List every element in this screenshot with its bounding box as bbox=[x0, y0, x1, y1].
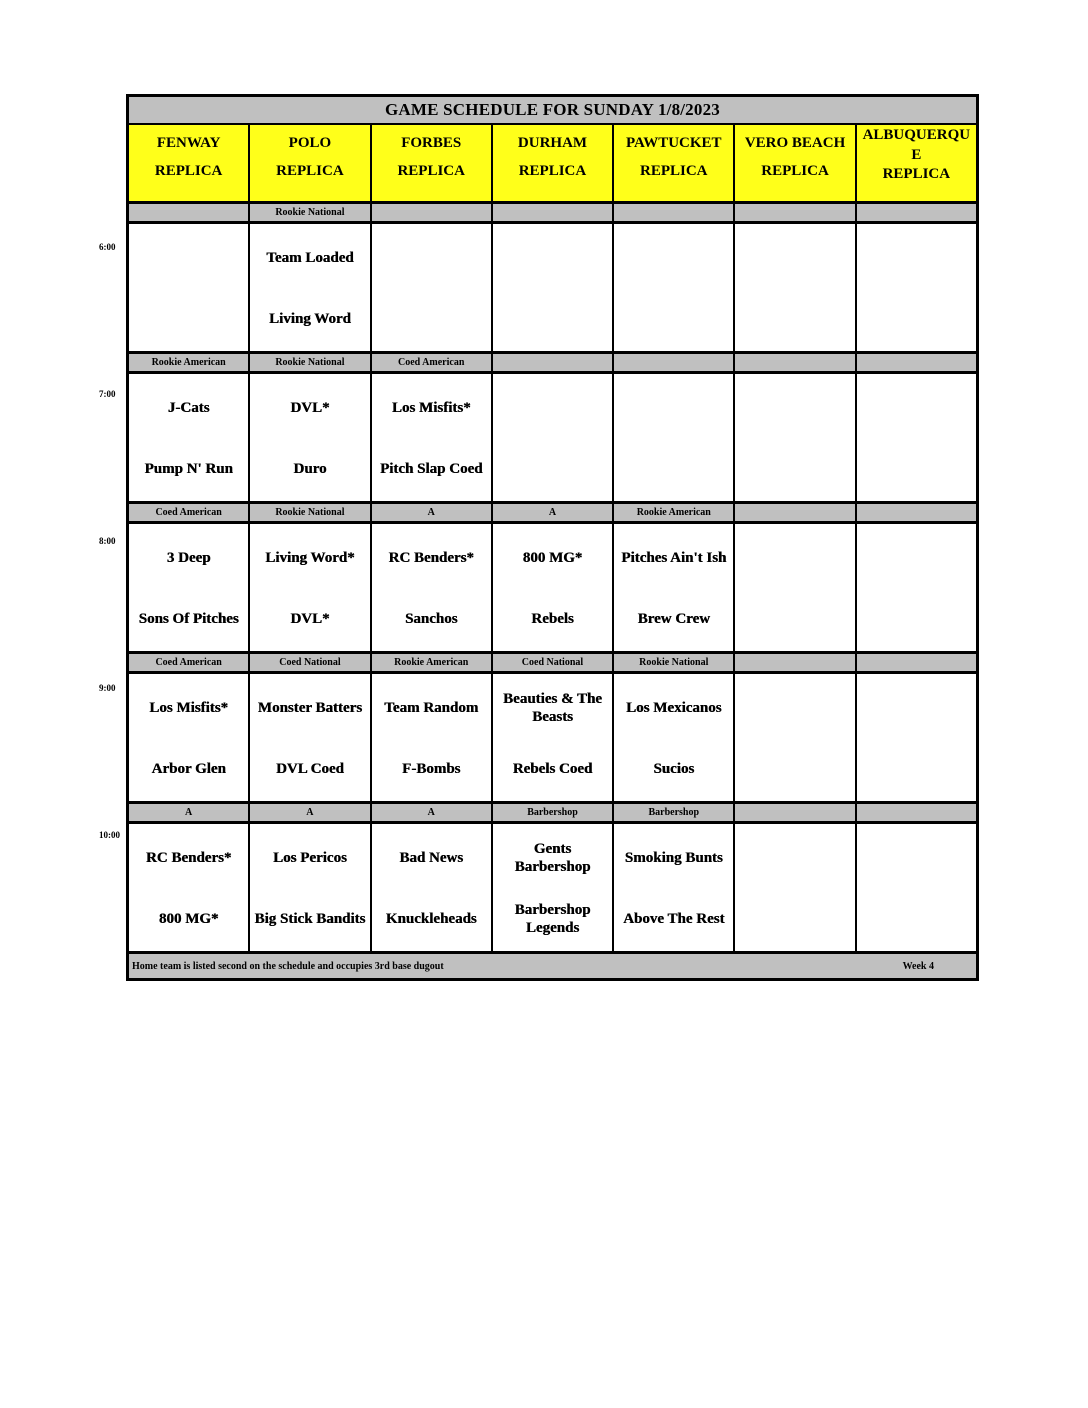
away-team bbox=[614, 374, 733, 439]
home-team: 800 MG* bbox=[158, 910, 219, 927]
game-cell bbox=[250, 824, 371, 951]
home-team: DVL Coed bbox=[275, 760, 344, 777]
away-team bbox=[735, 374, 854, 439]
game-cell bbox=[372, 824, 493, 951]
time-label: 8:00 bbox=[99, 536, 116, 546]
away-team bbox=[857, 524, 976, 589]
field-header bbox=[250, 125, 371, 201]
home-team bbox=[614, 289, 733, 352]
field-header bbox=[129, 125, 250, 201]
game-row bbox=[129, 374, 976, 504]
home-team bbox=[857, 439, 976, 502]
away-team: RC Benders* bbox=[388, 550, 474, 567]
away-team: Team Loaded bbox=[266, 250, 354, 267]
away-team: Los Mexicanos bbox=[626, 700, 722, 717]
away-team bbox=[735, 524, 854, 589]
schedule-table bbox=[126, 94, 979, 981]
division-label: Coed American bbox=[372, 354, 493, 371]
field-name: VERO BEACH bbox=[744, 135, 846, 151]
game-cell bbox=[129, 374, 250, 501]
away-team: Beauties & The Beasts bbox=[503, 691, 602, 726]
division-label: Rookie American bbox=[129, 354, 250, 371]
field-type: REPLICA bbox=[640, 163, 708, 179]
field-name: ALBUQUERQUE bbox=[862, 127, 971, 163]
division-label: A bbox=[250, 804, 371, 821]
home-team bbox=[493, 289, 612, 352]
field-header bbox=[372, 125, 493, 201]
division-label bbox=[735, 654, 856, 671]
game-cell bbox=[129, 224, 250, 351]
division-label bbox=[857, 804, 976, 821]
home-team: Sucios bbox=[653, 760, 695, 777]
time-label: 10:00 bbox=[99, 830, 120, 840]
field-header-row bbox=[129, 125, 976, 204]
division-label: Barbershop bbox=[614, 804, 735, 821]
field-type: REPLICA bbox=[518, 163, 587, 179]
division-label: A bbox=[493, 504, 614, 521]
division-label: A bbox=[372, 804, 493, 821]
game-row bbox=[129, 524, 976, 654]
game-cell bbox=[250, 224, 371, 351]
game-cell bbox=[857, 674, 976, 801]
home-team bbox=[372, 289, 491, 352]
field-name: PAWTUCKET bbox=[625, 135, 722, 151]
away-team bbox=[735, 674, 854, 739]
time-label: 6:00 bbox=[99, 242, 116, 252]
division-label: Rookie National bbox=[250, 354, 371, 371]
game-cell bbox=[857, 374, 976, 501]
game-cell bbox=[857, 224, 976, 351]
division-label bbox=[614, 354, 735, 371]
home-team: Big Stick Bandits bbox=[254, 910, 366, 927]
away-team: J-Cats bbox=[167, 400, 210, 417]
game-cell bbox=[857, 524, 976, 651]
footer-note: Home team is listed second on the schedule and occupies 3rd base dugout bbox=[132, 960, 444, 972]
field-header bbox=[857, 125, 976, 201]
home-team: Brew Crew bbox=[637, 610, 710, 627]
field-name: FORBES bbox=[401, 135, 462, 151]
away-team: Smoking Bunts bbox=[624, 850, 723, 867]
home-team: Pump N' Run bbox=[144, 460, 233, 477]
game-cell bbox=[493, 224, 614, 351]
game-cell bbox=[129, 674, 250, 801]
division-label bbox=[493, 204, 614, 221]
game-cell bbox=[735, 224, 856, 351]
home-team bbox=[735, 889, 854, 952]
away-team: Team Random bbox=[384, 700, 479, 717]
game-cell bbox=[250, 524, 371, 651]
away-team bbox=[735, 824, 854, 889]
game-cell bbox=[493, 824, 614, 951]
home-team bbox=[857, 889, 976, 952]
game-cell bbox=[735, 524, 856, 651]
away-team: Pitches Ain't Ish bbox=[621, 550, 727, 567]
schedule-title: GAME SCHEDULE FOR SUNDAY 1/8/2023 bbox=[129, 97, 976, 125]
field-name: DURHAM bbox=[517, 135, 588, 151]
time-label: 7:00 bbox=[99, 389, 116, 399]
division-label: Barbershop bbox=[493, 804, 614, 821]
game-cell bbox=[493, 524, 614, 651]
game-cell bbox=[493, 674, 614, 801]
division-label: Rookie National bbox=[250, 504, 371, 521]
game-cell bbox=[614, 824, 735, 951]
field-type: REPLICA bbox=[882, 166, 951, 182]
division-label bbox=[857, 204, 976, 221]
away-team: Los Misfits* bbox=[149, 700, 229, 717]
division-label bbox=[735, 204, 856, 221]
field-type: REPLICA bbox=[276, 163, 344, 179]
game-cell bbox=[614, 524, 735, 651]
field-type: REPLICA bbox=[761, 163, 829, 179]
home-team: F-Bombs bbox=[402, 760, 461, 777]
home-team: Arbor Glen bbox=[151, 760, 226, 777]
home-team: DVL* bbox=[290, 610, 330, 627]
home-team: Sons Of Pitches bbox=[138, 610, 239, 627]
division-label: Rookie National bbox=[250, 204, 371, 221]
game-cell bbox=[735, 374, 856, 501]
home-team: Above The Rest bbox=[623, 910, 725, 927]
game-cell bbox=[493, 374, 614, 501]
game-cell bbox=[614, 224, 735, 351]
home-team: Pitch Slap Coed bbox=[379, 460, 483, 477]
home-team: Sanchos bbox=[404, 610, 458, 627]
division-label bbox=[857, 354, 976, 371]
field-type: REPLICA bbox=[154, 163, 223, 179]
division-label bbox=[735, 804, 856, 821]
game-cell bbox=[129, 824, 250, 951]
time-label: 9:00 bbox=[99, 683, 116, 693]
away-team: 3 Deep bbox=[166, 550, 211, 567]
home-team: Rebels Coed bbox=[512, 760, 593, 777]
division-label: Rookie American bbox=[614, 504, 735, 521]
division-label: Coed National bbox=[250, 654, 371, 671]
division-label bbox=[493, 354, 614, 371]
home-team bbox=[735, 439, 854, 502]
game-cell bbox=[372, 674, 493, 801]
away-team: 800 MG* bbox=[522, 550, 583, 567]
week-label: Week 4 bbox=[902, 960, 934, 972]
division-label bbox=[614, 204, 735, 221]
division-label: Rookie American bbox=[372, 654, 493, 671]
away-team bbox=[735, 224, 854, 289]
game-row bbox=[129, 224, 976, 354]
division-label: A bbox=[372, 504, 493, 521]
division-label: Coed National bbox=[493, 654, 614, 671]
home-team: Knuckleheads bbox=[385, 910, 477, 927]
game-cell bbox=[250, 674, 371, 801]
division-label: Rookie National bbox=[614, 654, 735, 671]
away-team: Monster Batters bbox=[257, 700, 363, 717]
field-header bbox=[614, 125, 735, 201]
home-team: Rebels bbox=[531, 610, 574, 627]
home-team bbox=[735, 289, 854, 352]
away-team bbox=[493, 374, 612, 439]
field-name: FENWAY bbox=[156, 135, 221, 151]
away-team bbox=[493, 224, 612, 289]
away-team: Gents Barbershop bbox=[514, 841, 591, 876]
game-cell bbox=[372, 374, 493, 501]
away-team: Los Misfits* bbox=[391, 400, 471, 417]
away-team bbox=[857, 674, 976, 739]
away-team: Living Word* bbox=[265, 550, 355, 567]
away-team bbox=[857, 824, 976, 889]
home-team bbox=[493, 439, 612, 502]
home-team: Barbershop Legends bbox=[514, 901, 591, 936]
division-label bbox=[735, 504, 856, 521]
home-team bbox=[129, 289, 248, 352]
division-label bbox=[857, 654, 976, 671]
game-cell bbox=[614, 374, 735, 501]
division-label bbox=[129, 204, 250, 221]
game-cell bbox=[857, 824, 976, 951]
away-team bbox=[857, 224, 976, 289]
division-label bbox=[735, 354, 856, 371]
footer bbox=[129, 954, 976, 978]
home-team bbox=[735, 739, 854, 802]
game-cell bbox=[735, 824, 856, 951]
field-name: POLO bbox=[288, 135, 332, 151]
field-header bbox=[493, 125, 614, 201]
game-cell bbox=[372, 524, 493, 651]
home-team: Duro bbox=[293, 460, 327, 477]
division-row bbox=[129, 654, 976, 674]
home-team bbox=[857, 589, 976, 652]
home-team bbox=[857, 739, 976, 802]
division-row bbox=[129, 204, 976, 224]
away-team: RC Benders* bbox=[145, 850, 232, 867]
away-team bbox=[614, 224, 733, 289]
home-team bbox=[614, 439, 733, 502]
game-cell bbox=[735, 674, 856, 801]
division-label: A bbox=[129, 804, 250, 821]
home-team bbox=[857, 289, 976, 352]
division-row bbox=[129, 804, 976, 824]
game-cell bbox=[614, 674, 735, 801]
division-label: Coed American bbox=[129, 504, 250, 521]
game-cell bbox=[250, 374, 371, 501]
field-header bbox=[735, 125, 856, 201]
away-team bbox=[372, 224, 491, 289]
away-team bbox=[857, 374, 976, 439]
division-row bbox=[129, 504, 976, 524]
division-label: Coed American bbox=[129, 654, 250, 671]
home-team bbox=[735, 589, 854, 652]
game-cell bbox=[372, 224, 493, 351]
away-team: Los Pericos bbox=[273, 850, 347, 867]
away-team bbox=[129, 224, 248, 289]
away-team: DVL* bbox=[290, 400, 330, 417]
game-cell bbox=[129, 524, 250, 651]
division-label bbox=[372, 204, 493, 221]
field-type: REPLICA bbox=[397, 163, 465, 179]
game-row bbox=[129, 824, 976, 954]
home-team: Living Word bbox=[269, 310, 351, 327]
away-team: Bad News bbox=[399, 850, 464, 867]
division-label bbox=[857, 504, 976, 521]
division-row bbox=[129, 354, 976, 374]
game-row bbox=[129, 674, 976, 804]
